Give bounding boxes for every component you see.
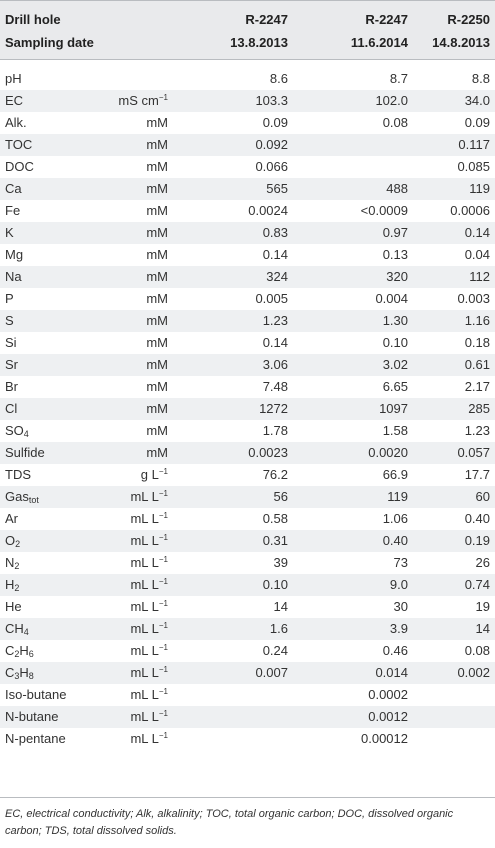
table-row <box>0 530 495 552</box>
value-cell: 30 <box>393 599 408 614</box>
unit-cell: g $L^{-1}$ <box>140 467 168 482</box>
table-row <box>0 574 495 596</box>
value-cell: 0.24 <box>262 643 288 658</box>
value-cell: 0.003 <box>457 291 490 306</box>
unit-cell: mL $L^{-1}$ <box>130 577 168 592</box>
param-cell: Cl <box>5 401 18 416</box>
unit-cell: mM <box>146 225 168 240</box>
value-cell: 3.9 <box>389 621 408 636</box>
value-cell: 1.23 <box>262 313 288 328</box>
table-row <box>0 112 495 134</box>
value-cell: 103.3 <box>255 93 288 108</box>
value-cell: 0.0024 <box>248 203 288 218</box>
unit-cell: mL $L^{-1}$ <box>130 599 168 614</box>
table-row <box>0 442 495 464</box>
table-row <box>0 376 495 398</box>
table-row <box>0 68 495 90</box>
table-row <box>0 596 495 618</box>
unit-cell: mM <box>146 269 168 284</box>
hole-col-2: R-2247 <box>365 12 408 27</box>
param-cell: $CH_4$ <box>5 621 29 637</box>
table-row <box>0 200 495 222</box>
unit-cell: mM <box>146 159 168 174</box>
value-cell: 0.0020 <box>368 445 408 460</box>
value-cell: 60 <box>475 489 490 504</box>
unit-cell: mL $L^{-1}$ <box>130 489 168 504</box>
unit-cell: mL $L^{-1}$ <box>130 533 168 548</box>
table-row <box>0 354 495 376</box>
value-cell: 1.16 <box>464 313 490 328</box>
unit-cell: mM <box>146 313 168 328</box>
value-cell: 1.78 <box>262 423 288 438</box>
value-cell: 14 <box>475 621 490 636</box>
value-cell: 285 <box>468 401 490 416</box>
value-cell: 3.06 <box>262 357 288 372</box>
value-cell: 0.0023 <box>248 445 288 460</box>
table-row <box>0 420 495 442</box>
value-cell: 0.83 <box>262 225 288 240</box>
table-row <box>0 222 495 244</box>
value-cell: 0.092 <box>255 137 288 152</box>
sampling-date-label: Sampling date <box>5 35 94 50</box>
unit-cell: mM <box>146 423 168 438</box>
param-cell: He <box>5 599 22 614</box>
value-cell: 2.17 <box>464 379 490 394</box>
param-cell: S <box>5 313 14 328</box>
param-cell: $N_2$ <box>5 555 20 571</box>
value-cell: 56 <box>273 489 288 504</box>
unit-cell: mL $L^{-1}$ <box>130 643 168 658</box>
value-cell: 0.007 <box>255 665 288 680</box>
value-cell: 112 <box>469 269 490 284</box>
value-cell: 0.31 <box>262 533 288 548</box>
value-cell: 8.6 <box>269 71 288 86</box>
table-row <box>0 464 495 486</box>
table-row <box>0 332 495 354</box>
value-cell: 0.58 <box>262 511 288 526</box>
value-cell: 3.02 <box>382 357 408 372</box>
unit-cell: mM <box>146 357 168 372</box>
value-cell: 1.6 <box>269 621 288 636</box>
table-row <box>0 706 495 728</box>
value-cell: 102.0 <box>375 93 408 108</box>
table-row <box>0 684 495 706</box>
table-row <box>0 178 495 200</box>
value-cell: 7.48 <box>262 379 288 394</box>
drill-hole-label: Drill hole <box>5 12 61 27</box>
unit-cell: mL $L^{-1}$ <box>130 665 168 680</box>
value-cell: 0.61 <box>464 357 490 372</box>
table-footnote: EC, electrical conductivity; Alk, alkalinity; TOC, total organic carbon; DOC, dissolved organic carbon; TDS, total dissolved solids. <box>5 808 454 837</box>
table-row <box>0 728 495 750</box>
value-cell: 119 <box>469 181 490 196</box>
value-cell: 0.18 <box>464 335 490 350</box>
param-cell: Br <box>5 379 18 394</box>
param-cell: DOC <box>5 159 34 174</box>
value-cell: 76.2 <box>262 467 288 482</box>
param-cell: K <box>5 225 14 240</box>
param-cell: $C_2H_6$ <box>5 643 34 659</box>
value-cell: 0.14 <box>262 247 288 262</box>
value-cell: 34.0 <box>464 93 490 108</box>
value-cell: 0.97 <box>382 225 408 240</box>
value-cell: 0.085 <box>457 159 490 174</box>
param-cell: Na <box>5 269 22 284</box>
unit-cell: mS $cm^{-1}$ <box>118 93 168 108</box>
value-cell: 9.0 <box>389 577 408 592</box>
param-cell: $O_2$ <box>5 533 21 549</box>
unit-cell: mL $L^{-1}$ <box>130 687 168 702</box>
value-cell: 0.40 <box>464 511 490 526</box>
table-row <box>0 398 495 420</box>
param-cell: Mg <box>5 247 24 262</box>
table-row <box>0 266 495 288</box>
unit-cell: mM <box>146 203 168 218</box>
value-cell: 119 <box>387 489 408 504</box>
table-row <box>0 486 495 508</box>
water-chemistry-table <box>0 0 495 60</box>
param-cell: P <box>5 291 14 306</box>
value-cell: 0.00012 <box>361 731 408 746</box>
unit-cell: mL $L^{-1}$ <box>130 621 168 636</box>
value-cell: 0.066 <box>255 159 288 174</box>
value-cell: 17.7 <box>464 467 490 482</box>
value-cell: 73 <box>393 555 408 570</box>
param-cell: $H_2$ <box>5 577 20 593</box>
value-cell: 8.8 <box>471 71 490 86</box>
value-cell: 0.19 <box>464 533 490 548</box>
value-cell: 0.117 <box>458 137 490 152</box>
value-cell: 14 <box>273 599 288 614</box>
value-cell: 8.7 <box>389 71 408 86</box>
hole-col-3: R-2250 <box>447 12 490 27</box>
unit-cell: mM <box>146 379 168 394</box>
value-cell: 1272 <box>259 401 288 416</box>
param-cell: EC <box>5 93 24 108</box>
header-row-drill-hole <box>0 9 495 31</box>
param-cell: Ca <box>5 181 22 196</box>
param-cell: Fe <box>5 203 21 218</box>
param-cell: N-butane <box>5 709 59 724</box>
param-cell: TOC <box>5 137 33 152</box>
unit-cell: mM <box>146 137 168 152</box>
value-cell: 1.30 <box>382 313 408 328</box>
param-cell: Iso-butane <box>5 687 67 702</box>
unit-cell: mM <box>146 181 168 196</box>
value-cell: 1.58 <box>382 423 408 438</box>
value-cell: 26 <box>475 555 490 570</box>
value-cell: 565 <box>266 181 288 196</box>
value-cell: 324 <box>266 269 288 284</box>
unit-cell: mM <box>146 335 168 350</box>
value-cell: 0.08 <box>464 643 490 658</box>
table-row <box>0 310 495 332</box>
value-cell: 0.40 <box>382 533 408 548</box>
unit-cell: mM <box>146 291 168 306</box>
value-cell: 0.002 <box>457 665 490 680</box>
unit-cell: mL $L^{-1}$ <box>130 709 168 724</box>
table-row <box>0 90 495 112</box>
value-cell: 0.0002 <box>368 687 408 702</box>
value-cell: 0.0012 <box>368 709 408 724</box>
param-cell: Alk. <box>5 115 27 130</box>
date-col-2: 11.6.2014 <box>350 35 408 50</box>
value-cell: 66.9 <box>382 467 408 482</box>
table-row <box>0 552 495 574</box>
value-cell: 0.09 <box>464 115 490 130</box>
value-cell: 0.46 <box>382 643 408 658</box>
value-cell: 0.0006 <box>450 203 490 218</box>
value-cell: 0.74 <box>464 577 490 592</box>
table-row <box>0 640 495 662</box>
param-cell: N-pentane <box>5 731 66 746</box>
value-cell: 0.13 <box>382 247 408 262</box>
table-row <box>0 288 495 310</box>
value-cell: 0.10 <box>262 577 288 592</box>
value-cell: 19 <box>475 599 490 614</box>
unit-cell: mM <box>146 401 168 416</box>
table-bottom-rule <box>0 797 495 798</box>
unit-cell: mM <box>146 445 168 460</box>
unit-cell: mM <box>146 115 168 130</box>
header-row-sampling-date <box>0 32 495 54</box>
value-cell: <0.0009 <box>360 203 408 218</box>
param-cell: Sulfide <box>5 445 45 460</box>
value-cell: 0.10 <box>382 335 408 350</box>
table-row <box>0 244 495 266</box>
table-row <box>0 508 495 530</box>
value-cell: 0.057 <box>457 445 490 460</box>
value-cell: 39 <box>273 555 288 570</box>
value-cell: 0.005 <box>255 291 288 306</box>
value-cell: 0.09 <box>262 115 288 130</box>
param-cell: TDS <box>5 467 31 482</box>
value-cell: 1.06 <box>382 511 408 526</box>
value-cell: 0.08 <box>382 115 408 130</box>
param-cell: pH <box>5 71 22 86</box>
value-cell: 488 <box>386 181 408 196</box>
table-header <box>0 0 495 60</box>
table-row <box>0 618 495 640</box>
value-cell: 1097 <box>379 401 408 416</box>
unit-cell: mL $L^{-1}$ <box>130 731 168 746</box>
date-col-1: 13.8.2013 <box>230 35 288 50</box>
table-row <box>0 662 495 684</box>
value-cell: 0.14 <box>464 225 490 240</box>
unit-cell: mL $L^{-1}$ <box>130 511 168 526</box>
value-cell: 0.014 <box>375 665 408 680</box>
param-cell: Si <box>5 335 17 350</box>
value-cell: 0.14 <box>262 335 288 350</box>
table-row <box>0 156 495 178</box>
param-cell: Sr <box>5 357 18 372</box>
param-cell: $C_3H_8$ <box>5 665 34 681</box>
unit-cell: mM <box>146 247 168 262</box>
hole-col-1: R-2247 <box>245 12 288 27</box>
value-cell: 6.65 <box>382 379 408 394</box>
table-body <box>0 68 495 750</box>
value-cell: 1.23 <box>464 423 490 438</box>
param-cell: Ar <box>5 511 18 526</box>
param-cell: Gas$_{tot}$ <box>5 489 39 505</box>
unit-cell: mL $L^{-1}$ <box>130 555 168 570</box>
value-cell: 0.004 <box>375 291 408 306</box>
param-cell: $SO_4$ <box>5 423 29 439</box>
value-cell: 320 <box>386 269 408 284</box>
date-col-3: 14.8.2013 <box>432 35 490 50</box>
value-cell: 0.04 <box>464 247 490 262</box>
table-row <box>0 134 495 156</box>
